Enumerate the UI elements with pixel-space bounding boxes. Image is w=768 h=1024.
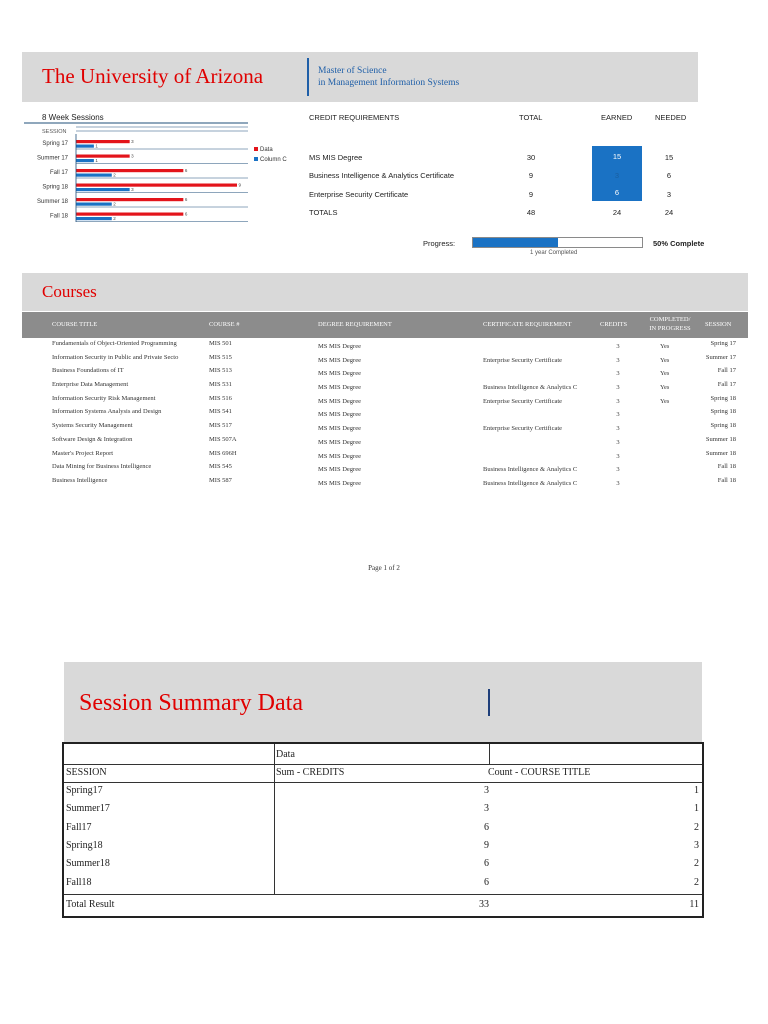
course-session: Summer 18 bbox=[705, 449, 736, 457]
chart-bar bbox=[76, 188, 130, 191]
sessions-chart bbox=[22, 110, 302, 230]
course-session: Fall 17 bbox=[717, 367, 736, 375]
requirement-needed: 6 bbox=[666, 171, 672, 180]
summary-count: 2 bbox=[694, 821, 699, 833]
course-title: Information Systems Analysis and Design bbox=[52, 408, 162, 416]
summary-credits-header: Sum - CREDITS bbox=[276, 767, 345, 778]
course-number: MIS 696H bbox=[209, 449, 237, 457]
requirement-earned: 6 bbox=[592, 185, 642, 201]
chart-data-label: 2 bbox=[113, 172, 116, 178]
course-credits: 3 bbox=[616, 384, 620, 392]
credits-header: CREDITS bbox=[600, 321, 628, 328]
table-divider bbox=[64, 764, 702, 765]
chart-bar bbox=[76, 203, 112, 206]
chart-data-label: 6 bbox=[184, 168, 188, 173]
table-divider bbox=[274, 744, 275, 764]
degree-requirement: MS MIS Degree bbox=[318, 356, 361, 364]
requirement-needed: 3 bbox=[666, 190, 672, 199]
summary-table bbox=[62, 742, 704, 918]
course-credits: 3 bbox=[616, 479, 620, 487]
certificate-requirement: Business Intelligence & Analytics C bbox=[483, 384, 578, 392]
course-number: MIS 517 bbox=[209, 422, 232, 430]
header-banner bbox=[22, 52, 698, 102]
course-completed: Yes bbox=[660, 370, 670, 378]
university-title: The University of Arizona bbox=[42, 64, 264, 88]
chart-category-label: Spring 18 bbox=[42, 184, 68, 191]
courses-table-header bbox=[22, 312, 748, 338]
courses-banner bbox=[22, 273, 748, 311]
chart-bar bbox=[76, 169, 183, 172]
chart-data-label: 6 bbox=[184, 197, 188, 202]
course-credits: 3 bbox=[616, 356, 620, 364]
degree-requirement-header: DEGREE REQUIREMENT bbox=[318, 321, 392, 328]
certificate-requirement-header: CERTIFICATE REQUIREMENT bbox=[483, 321, 572, 328]
course-session: Spring 18 bbox=[710, 408, 736, 416]
course-number: MIS 531 bbox=[209, 381, 232, 389]
chart-bar bbox=[76, 174, 112, 177]
degree-requirement: MS MIS Degree bbox=[318, 370, 361, 378]
chart-legend-swatch bbox=[254, 147, 258, 151]
chart-axis-label: SESSION bbox=[42, 129, 67, 135]
requirement-name: Business Intelligence & Analytics Certificate bbox=[309, 171, 455, 180]
degree-requirement: MS MIS Degree bbox=[318, 438, 361, 446]
course-title: Software Design & Integration bbox=[52, 435, 133, 443]
course-credits: 3 bbox=[616, 343, 620, 350]
total-header: TOTAL bbox=[519, 113, 543, 122]
summary-banner bbox=[64, 662, 702, 742]
summary-session: Spring17 bbox=[66, 785, 103, 796]
requirement-needed: 15 bbox=[664, 153, 674, 162]
progress-caption: 1 year Completed bbox=[530, 250, 578, 256]
chart-category-label: Fall 18 bbox=[49, 213, 68, 220]
chart-bar bbox=[76, 140, 130, 143]
course-session: Spring 18 bbox=[710, 394, 736, 402]
degree-requirement: MS MIS Degree bbox=[318, 411, 361, 419]
table-divider bbox=[64, 782, 702, 783]
course-number: MIS 501 bbox=[209, 340, 232, 347]
course-credits: 3 bbox=[616, 438, 620, 446]
chart-bar bbox=[76, 184, 237, 187]
summary-count: 2 bbox=[694, 858, 699, 870]
degree-requirement: MS MIS Degree bbox=[318, 397, 361, 405]
course-session: Fall 17 bbox=[717, 381, 736, 389]
requirement-earned: 3 bbox=[592, 167, 642, 185]
summary-count-header: Count - COURSE TITLE bbox=[488, 767, 591, 778]
table-row bbox=[22, 394, 748, 408]
summary-credits: 6 bbox=[484, 821, 489, 833]
table-divider bbox=[64, 894, 702, 895]
degree-requirement: MS MIS Degree bbox=[318, 479, 361, 487]
progress-text: 50% Complete bbox=[653, 239, 705, 248]
course-number: MIS 507A bbox=[209, 435, 237, 443]
certificate-requirement: Enterprise Security Certificate bbox=[483, 425, 563, 433]
credit-requirements bbox=[300, 110, 710, 270]
table-row bbox=[22, 366, 748, 380]
summary-session: Summer17 bbox=[66, 803, 110, 815]
course-title: Enterprise Data Management bbox=[52, 381, 129, 389]
course-completed: Yes bbox=[660, 356, 670, 364]
chart-data-label: 3 bbox=[131, 153, 134, 159]
chart-data-label: 2 bbox=[113, 216, 116, 221]
summary-title: Session Summary Data bbox=[79, 690, 303, 716]
summary-session: Fall17 bbox=[66, 821, 92, 833]
chart-bar bbox=[76, 145, 94, 148]
table-divider bbox=[489, 744, 490, 764]
course-title: Master's Project Report bbox=[52, 449, 114, 457]
chart-data-label: 1 bbox=[95, 143, 98, 149]
course-credits: 3 bbox=[616, 466, 620, 474]
summary-count: 1 bbox=[694, 803, 699, 815]
course-credits: 3 bbox=[616, 397, 620, 405]
course-completed: Yes bbox=[660, 384, 670, 392]
page-number: Page 1 of 2 bbox=[368, 564, 400, 572]
totals-needed: 24 bbox=[664, 208, 674, 217]
course-credits: 3 bbox=[616, 370, 620, 378]
chart-data-label: 3 bbox=[131, 139, 134, 144]
summary-credits: 6 bbox=[484, 858, 489, 870]
degree-title bbox=[318, 65, 459, 89]
certificate-requirement: Business Intelligence & Analytics C bbox=[483, 466, 578, 474]
course-title: Systems Security Management bbox=[52, 422, 133, 430]
chart-data-label: 9 bbox=[238, 182, 242, 188]
degree-requirement: MS MIS Degree bbox=[318, 343, 361, 350]
chart-title: 8 Week Sessions bbox=[42, 113, 104, 122]
chart-data-label: 3 bbox=[131, 187, 134, 192]
chart-legend-label: Data bbox=[260, 147, 273, 153]
needed-header: NEEDED bbox=[655, 113, 687, 122]
chart-data-label: 6 bbox=[184, 211, 188, 217]
credit-requirements-header: CREDIT REQUIREMENTS bbox=[309, 113, 400, 122]
table-row bbox=[22, 476, 748, 490]
chart-category-label: Spring 17 bbox=[42, 141, 68, 147]
degree-requirement: MS MIS Degree bbox=[318, 466, 361, 474]
course-title: Fundamentals of Object-Oriented Programming bbox=[52, 340, 177, 347]
requirement-total: 30 bbox=[526, 153, 536, 162]
courses-title: Courses bbox=[42, 282, 97, 301]
requirement-total: 9 bbox=[528, 190, 534, 199]
completed-header-line-1: COMPLETED/ bbox=[649, 316, 691, 323]
chart-bar bbox=[76, 155, 130, 158]
summary-data-header: Data bbox=[276, 749, 295, 760]
courses-table-body bbox=[22, 339, 748, 490]
course-credits: 3 bbox=[616, 425, 620, 433]
course-number: MIS 515 bbox=[209, 353, 232, 361]
session-header: SESSION bbox=[705, 321, 732, 328]
summary-count: 3 bbox=[694, 839, 699, 851]
course-title: Business Intelligence bbox=[52, 476, 108, 484]
summary-total-count: 11 bbox=[689, 899, 699, 910]
completed-header-line-2: IN PROGRESS bbox=[649, 325, 691, 332]
chart-bar bbox=[76, 213, 183, 216]
summary-credits: 6 bbox=[484, 876, 489, 888]
text-cursor bbox=[488, 689, 490, 716]
chart-category-label: Summer 17 bbox=[36, 155, 68, 162]
totals-label: TOTALS bbox=[309, 208, 338, 217]
degree-line-1: Master of Science bbox=[318, 66, 387, 76]
course-number: MIS 587 bbox=[209, 476, 232, 484]
requirement-total: 9 bbox=[528, 171, 534, 180]
certificate-requirement: Enterprise Security Certificate bbox=[483, 397, 563, 405]
course-title-header: COURSE TITLE bbox=[52, 321, 98, 328]
certificate-requirement: Enterprise Security Certificate bbox=[483, 356, 563, 364]
progress-bar-fill bbox=[473, 238, 558, 247]
chart-bar bbox=[76, 198, 183, 201]
totals-earned: 24 bbox=[612, 208, 622, 217]
chart-data-label: 2 bbox=[113, 201, 116, 207]
summary-credits: 3 bbox=[484, 803, 489, 815]
course-number: MIS 513 bbox=[209, 367, 232, 375]
table-divider bbox=[274, 764, 275, 894]
totals-total: 48 bbox=[526, 208, 536, 217]
chart-legend-label: Column C bbox=[260, 157, 287, 163]
course-credits: 3 bbox=[616, 452, 620, 460]
requirement-name: Enterprise Security Certificate bbox=[309, 190, 409, 199]
summary-session-header: SESSION bbox=[66, 767, 107, 778]
chart-legend-swatch bbox=[254, 157, 258, 161]
chart-bar bbox=[76, 217, 112, 220]
table-row bbox=[22, 407, 748, 421]
progress-label: Progress: bbox=[423, 239, 456, 248]
summary-session: Fall18 bbox=[66, 876, 92, 888]
course-number: MIS 541 bbox=[209, 408, 232, 416]
summary-total-label: Total Result bbox=[66, 899, 115, 910]
summary-session: Spring18 bbox=[66, 839, 103, 851]
degree-line-2: in Management Information Systems bbox=[318, 78, 460, 88]
course-title: Information Security in Public and Private Secto bbox=[52, 353, 179, 361]
table-row bbox=[22, 353, 748, 367]
course-session: Spring 17 bbox=[710, 340, 736, 347]
summary-count: 2 bbox=[694, 876, 699, 888]
summary-credits: 3 bbox=[484, 785, 489, 796]
summary-credits: 9 bbox=[484, 839, 489, 851]
course-title: Data Mining for Business Intelligence bbox=[52, 463, 152, 471]
course-number-header: COURSE # bbox=[209, 321, 240, 328]
table-row bbox=[22, 449, 748, 463]
certificate-requirement: Business Intelligence & Analytics C bbox=[483, 479, 578, 487]
course-session: Fall 18 bbox=[717, 476, 736, 484]
progress-bar bbox=[472, 237, 643, 248]
course-completed: Yes bbox=[660, 343, 670, 350]
course-session: Summer 18 bbox=[705, 435, 736, 443]
chart-category-label: Summer 18 bbox=[36, 199, 68, 205]
requirement-earned: 15 bbox=[592, 146, 642, 167]
earned-header: EARNED bbox=[601, 113, 633, 122]
table-row bbox=[22, 339, 748, 353]
chart-bar bbox=[76, 159, 94, 162]
table-row bbox=[22, 462, 748, 476]
summary-count: 1 bbox=[694, 785, 699, 796]
course-number: MIS 516 bbox=[209, 394, 232, 402]
table-row bbox=[22, 380, 748, 394]
course-title: Information Security Risk Management bbox=[52, 394, 156, 402]
requirement-name: MS MIS Degree bbox=[309, 153, 363, 162]
course-completed: Yes bbox=[660, 397, 670, 405]
course-number: MIS 545 bbox=[209, 463, 232, 471]
sessions-chart-svg bbox=[22, 110, 302, 230]
degree-requirement: MS MIS Degree bbox=[318, 384, 361, 392]
table-row bbox=[22, 435, 748, 449]
summary-session: Summer18 bbox=[66, 858, 110, 870]
chart-category-label: Fall 17 bbox=[49, 170, 68, 176]
header-divider bbox=[307, 58, 309, 96]
course-session: Fall 18 bbox=[717, 463, 736, 471]
degree-requirement: MS MIS Degree bbox=[318, 425, 361, 433]
chart-data-label: 1 bbox=[95, 158, 98, 163]
summary-total-credits: 33 bbox=[479, 899, 489, 910]
course-session: Spring 18 bbox=[710, 422, 736, 430]
course-session: Summer 17 bbox=[705, 353, 736, 361]
course-credits: 3 bbox=[616, 411, 620, 419]
course-title: Business Foundations of IT bbox=[52, 367, 124, 375]
degree-requirement: MS MIS Degree bbox=[318, 452, 361, 460]
table-row bbox=[22, 421, 748, 435]
